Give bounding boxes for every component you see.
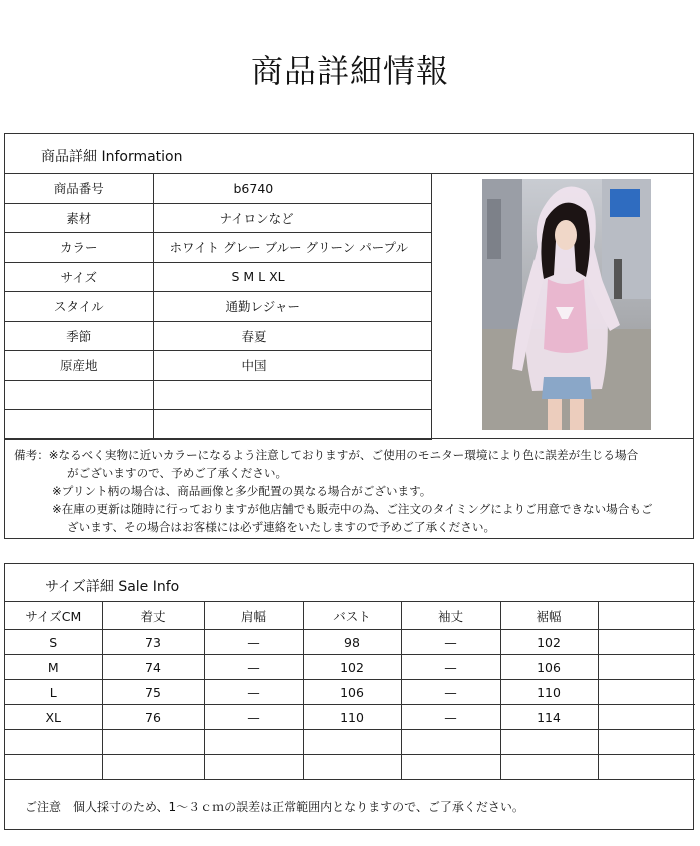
spec-label [5,380,153,410]
note-line: 備考：※なるべく実物に近いカラーになるよう注意しておりますが、ご使用のモニター環境により色に誤差が生じる場合 [14,448,639,462]
size-row [5,680,695,705]
size-cell: 114 [500,705,598,730]
spec-row [5,203,431,233]
size-cell: 102 [303,655,401,680]
spec-row [5,351,431,381]
spec-label: スタイル [5,292,153,322]
size-header-row [5,602,695,630]
spec-row [5,292,431,322]
spec-value: ナイロンなど [153,203,431,233]
size-cell: 76 [102,705,204,730]
notes-block [5,438,693,539]
product-detail-section [4,133,694,539]
size-cell [598,705,695,730]
size-table [5,601,695,780]
size-cell [102,755,204,780]
size-cell [500,730,598,755]
size-cell: 106 [500,655,598,680]
spec-label: 商品番号 [5,174,153,204]
spec-label: 原産地 [5,351,153,381]
note-line: がございますので、予めご了承ください。 [67,466,288,480]
size-cell: L [5,680,102,705]
spec-value: 通勤レジャー [153,292,431,322]
size-cell [5,730,102,755]
size-cell: — [401,680,500,705]
spec-row [5,410,431,440]
spec-label [5,410,153,440]
size-cell: — [401,630,500,655]
size-cell [500,755,598,780]
size-cell [5,755,102,780]
size-cell [204,755,303,780]
size-row [5,630,695,655]
spec-row [5,233,431,263]
size-section-title: サイズ詳細 Sale Info [45,579,180,595]
size-cell [598,755,695,780]
size-cell: — [204,705,303,730]
size-caution-note: ご注意 個人採寸のため、1～３ｃｍの誤差は正常範囲内となりますので、ご了承ください。 [25,800,524,814]
detail-section-title: 商品詳細 Information [41,149,183,165]
spec-value: S M L XL [153,262,431,292]
spec-row [5,321,431,351]
size-row [5,705,695,730]
product-photo [482,179,651,430]
size-header-cell: 肩幅 [204,602,303,630]
size-cell [598,655,695,680]
spec-label: 季節 [5,321,153,351]
size-cell [204,730,303,755]
spec-value [153,380,431,410]
size-info-section [4,563,694,830]
size-header-cell [598,602,695,630]
size-cell: — [204,630,303,655]
size-cell: — [204,655,303,680]
product-photo-image [482,179,651,430]
spec-value: ホワイト グレー ブルー グリーン パープル [153,233,431,263]
size-cell: 110 [303,705,401,730]
size-cell [401,755,500,780]
size-cell: 74 [102,655,204,680]
size-header-cell: バスト [303,602,401,630]
size-header-cell: 袖丈 [401,602,500,630]
size-row [5,755,695,780]
size-row [5,655,695,680]
size-cell [303,755,401,780]
note-line: ※プリント柄の場合は、商品画像と多少配置の異なる場合がございます。 [52,484,432,498]
note-line: ざいます、その場合はお客様には必ず連絡をいたしますので予めご了承ください。 [67,520,496,534]
detail-header [5,134,693,174]
size-cell: 75 [102,680,204,705]
spec-value: 中国 [153,351,431,381]
size-cell: — [401,705,500,730]
spec-label: カラー [5,233,153,263]
size-header-cell: 着丈 [102,602,204,630]
size-row [5,730,695,755]
size-cell: XL [5,705,102,730]
size-cell: S [5,630,102,655]
size-cell [598,730,695,755]
spec-label: サイズ [5,262,153,292]
size-header-cell: 裾幅 [500,602,598,630]
size-cell: 102 [500,630,598,655]
page-title: 商品詳細情報 [250,52,449,90]
size-cell [401,730,500,755]
spec-value: 春夏 [153,321,431,351]
note-line: ※在庫の更新は随時に行っておりますが他店舗でも販売中の為、ご注文のタイミングによりご用意できない場合もご [52,502,653,516]
spec-row [5,380,431,410]
spec-table [5,173,432,440]
size-cell: — [204,680,303,705]
size-cell [102,730,204,755]
size-cell: M [5,655,102,680]
size-cell [303,730,401,755]
product-photo-cell [431,173,694,438]
spec-row [5,262,431,292]
size-cell: 106 [303,680,401,705]
size-cell: — [401,655,500,680]
size-cell: 110 [500,680,598,705]
size-cell [598,630,695,655]
spec-value [153,410,431,440]
spec-label: 素材 [5,203,153,233]
size-header-cell: サイズCM [5,602,102,630]
size-cell: 98 [303,630,401,655]
spec-row [5,174,431,204]
size-cell [598,680,695,705]
spec-value: b6740 [153,174,431,204]
size-cell: 73 [102,630,204,655]
